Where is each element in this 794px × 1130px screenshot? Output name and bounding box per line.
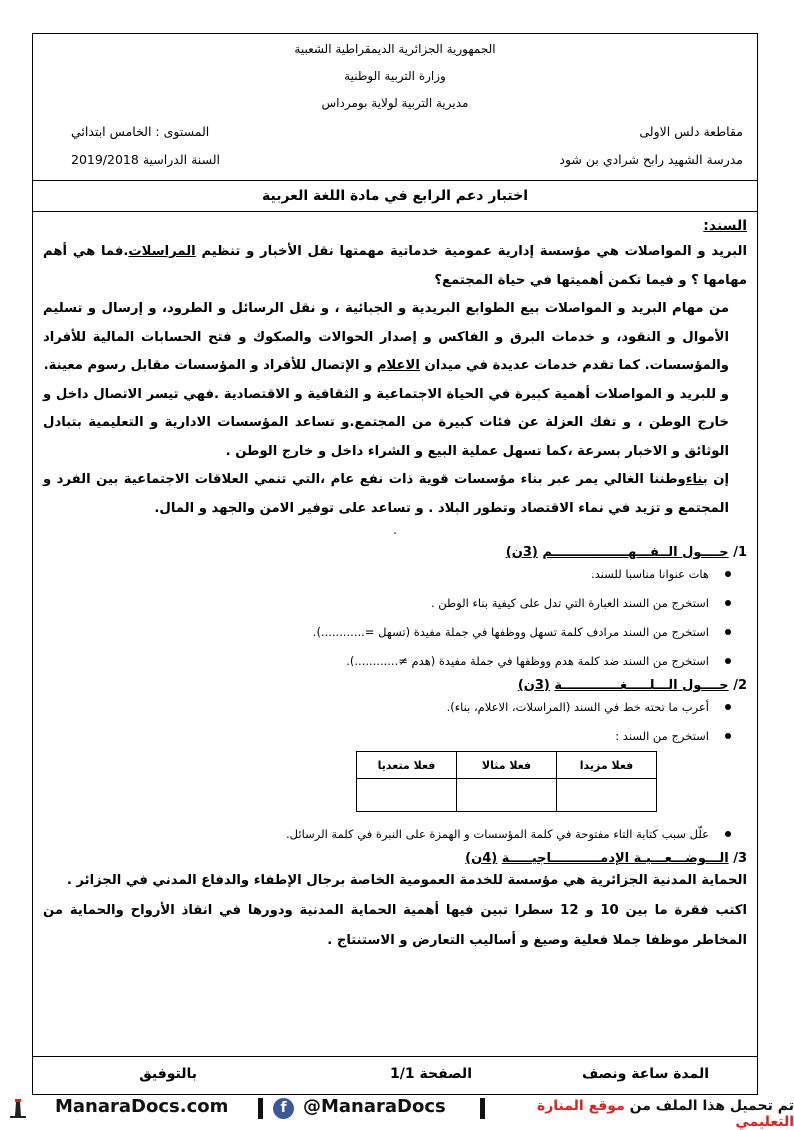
stray-dot: . — [393, 523, 397, 537]
section-3-points: (4ن) — [465, 851, 498, 866]
section-3-number: 3/ — [733, 851, 747, 866]
paragraph-2 — [43, 295, 747, 381]
school-name: مدرسة الشهيد رابح شرادي بن شود — [559, 152, 743, 167]
paragraph-3: و للبريد و المواصلات أهمية كبيرة في الحياة الاجتماعية و الثقافية و الاقتصادية .فهي تيسر الاتصال داخل و خارج الوطن ، و تفك العزلة عن فئات كبيرة من المجتمع.و تساعد المؤسسات الادارية و التعليمية بتبادل الوثائق و الاخبار بسرعة ،كما تسهل عملية البيع و الشراء داخل و خارج الوطن . — [43, 386, 729, 459]
section-2-questions — [43, 693, 747, 751]
exam-title: اختبار دعم الرابع في مادة اللغة العربية — [33, 180, 757, 212]
exam-footer — [33, 1056, 757, 1097]
paragraph-4 — [43, 466, 747, 523]
question-item: استخرج من السند العبارة التي تدل على كيفية بناء الوطن . — [43, 589, 709, 618]
section-3-label: الـــوضـــعـــيـة الإدمـــــــــــاجيـــــة — [501, 851, 729, 866]
p2-part-a: من مهام البريد و المواصلات بيع الطوابع البريدية و الجبائية ، و نقل الرسائل و الطرود، و إرسال و تسليم الأموال و النقود، و خدمات البرق و الفاكس و إصدار الحوالات والصكوك و فتح الحسابات المالية للأفراد والمؤسسات. كما تقدم خدمات عديدة في ميدان — [43, 301, 729, 373]
section-1-points: (3ن) — [505, 545, 538, 560]
table-header: فعلا متعديا — [357, 752, 457, 779]
separator — [480, 1098, 485, 1119]
level-label: المستوى : الخامس ابتدائي — [71, 124, 210, 139]
promo-site-name[interactable]: موقع المنارة التعليمي — [536, 1098, 794, 1130]
p1-part-b: .فما هي أهم مهامها ؟ و فيما تكمن أهميتها في حياة المجتمع؟ — [43, 244, 747, 288]
promo-text: تم تحميل هذا الملف من — [624, 1098, 794, 1114]
section-2-label: حــــول الـــلـــــغـــــــــــــة — [554, 678, 729, 693]
paragraph-1 — [43, 238, 747, 295]
p2-underlined: الاعلام — [376, 358, 420, 373]
good-luck: بالتوفيق — [139, 1066, 197, 1082]
question-item: علّل سبب كتابة التاء مفتوحة في كلمة المؤسسات و الهمزة على النبرة في كلمة الرسائل. — [43, 820, 709, 849]
facebook-icon[interactable]: f — [273, 1098, 294, 1119]
p4-part-a: إن — [707, 472, 730, 487]
p4-underlined: بناء — [685, 472, 708, 487]
integration-task — [43, 866, 747, 956]
directorate-name: مديرية التربية لولاية بومرداس — [321, 96, 469, 110]
p2-part-b: و الإتصال للأفراد و المؤسسات مقابل رسوم معينة. — [43, 358, 377, 373]
page-number: الصفحة 1/1 — [390, 1066, 472, 1082]
social-handle[interactable]: @ManaraDocs — [303, 1096, 446, 1117]
exam-page — [32, 33, 758, 1095]
download-promo — [493, 1098, 794, 1130]
p4-part-b: وطننا الغالي يمر عبر بناء مؤسسات قوية ذات نفع عام ،التي تنمي العلاقات الاجتماعية بين الفرد و المجتمع و تزيد في نماء الاقتصاد وتطور البلاد . و تساعد على توفير الامن والجهد و المال. — [43, 472, 729, 516]
question-item: استخرج من السند مرادف كلمة تسهل ووظفها في جملة مفيدة (تسهل =............). — [43, 618, 709, 647]
district-name: مقاطعة دلس الاولى — [639, 124, 743, 139]
task-context: الحماية المدنية الجزائرية هي مؤسسة للخدمة العمومية الخاصة برجال الإطفاء والدفاع المدني في الجزائر . — [66, 873, 747, 888]
question-item: استخرج من السند : — [43, 722, 709, 751]
exam-duration: المدة ساعة ونصف — [581, 1066, 709, 1082]
question-item: استخرج من السند ضد كلمة هدم ووظفها في جملة مفيدة (هدم ≠............). — [43, 647, 709, 676]
exam-header — [33, 34, 757, 180]
school-year: السنة الدراسية 2019/2018 — [71, 152, 220, 167]
section-1-heading — [43, 545, 747, 560]
task-instruction: اكتب فقرة ما بين 10 و 12 سطرا تبين فيها أهمية الحماية المدنية ودورها في انقاذ الأرواح والحماية من المخاطر موظفا جملا فعلية وصيغ و أساليب التعارض و الاستنتاج . — [43, 903, 747, 948]
section-2-questions-end — [43, 820, 747, 849]
extraction-table — [356, 751, 657, 812]
section-3-heading — [43, 851, 747, 866]
republic-name: الجمهورية الجزائرية الديمقراطية الشعبية — [294, 42, 496, 56]
table-cell — [557, 779, 657, 812]
separator — [258, 1098, 263, 1119]
watermark-banner — [0, 1095, 794, 1130]
section-2-number: 2/ — [733, 678, 747, 693]
section-2-points: (3ن) — [517, 678, 550, 693]
ministry-name: وزارة التربية الوطنية — [344, 69, 446, 83]
section-1-label: حــــول الــفـــهـــــــــــــــــم — [542, 545, 729, 560]
question-item: أعرب ما تحته خط في السند (المراسلات، الاعلام، بناء). — [43, 693, 709, 722]
table-header: فعلا مزيدا — [557, 752, 657, 779]
table-cell — [457, 779, 557, 812]
table-cell — [357, 779, 457, 812]
section-1-questions — [43, 560, 747, 676]
text-heading: السند: — [703, 218, 747, 234]
reading-text — [43, 238, 747, 523]
question-item: هات عنوانا مناسبا للسند. — [43, 560, 709, 589]
section-1-number: 1/ — [733, 545, 747, 560]
table-header: فعلا مثالا — [457, 752, 557, 779]
section-2-heading — [43, 678, 747, 693]
p1-underlined: المراسلات — [128, 244, 196, 259]
site-link[interactable]: ManaraDocs.com — [55, 1096, 229, 1117]
p1-part-a: البريد و المواصلات هي مؤسسة إدارية عمومية خدماتية مهمتها نقل الأخبار و تنظيم — [195, 244, 747, 259]
lighthouse-icon — [6, 1096, 30, 1120]
exam-body — [43, 218, 747, 956]
